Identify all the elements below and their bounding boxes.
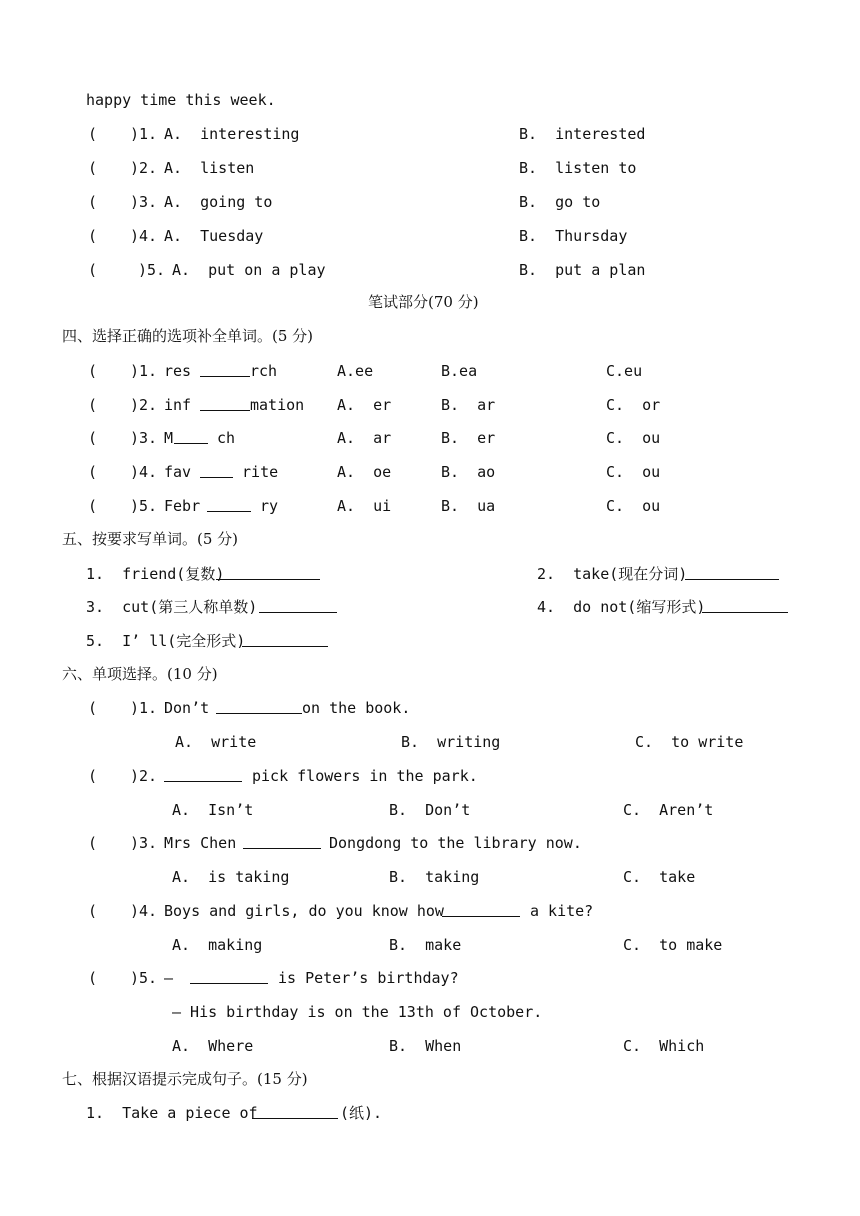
word-suffix: rch — [250, 362, 278, 380]
section4-heading: 四、选择正确的选项补全单词。(5 分) — [62, 327, 314, 345]
question-text: Dongdong to the library now. — [329, 834, 582, 852]
option-a: A. listen — [164, 159, 255, 177]
paren-open: ( — [88, 429, 98, 447]
option-a: A. Isn’t — [172, 801, 254, 819]
answer-blank — [242, 631, 328, 652]
answer-blank — [190, 968, 268, 989]
answer-blank — [243, 833, 321, 854]
paren-open: ( — [88, 362, 98, 380]
option-a: A. making — [172, 936, 263, 954]
question-text: Don’t — [164, 699, 210, 717]
item-number: )5. — [138, 261, 166, 279]
answer-blank — [216, 698, 302, 719]
word-suffix: mation — [250, 396, 305, 414]
option-a: A. is taking — [172, 868, 290, 886]
word-blank — [174, 428, 208, 449]
option-a: A. Where — [172, 1037, 254, 1055]
paren-open: ( — [88, 227, 98, 245]
item-number: )4. — [130, 902, 158, 920]
option-b: B. taking — [389, 868, 480, 886]
item-number: )2. — [130, 767, 158, 785]
section5-heading: 五、按要求写单词。(5 分) — [62, 530, 239, 548]
item-number: )3. — [130, 429, 158, 447]
item-number: )4. — [130, 463, 158, 481]
answer-blank — [216, 564, 320, 585]
option-a: A.ee — [337, 362, 374, 380]
item-number: )5. — [130, 497, 158, 515]
item-number: )4. — [130, 227, 158, 245]
answer-blank — [685, 564, 779, 585]
word-suffix: ry — [251, 497, 279, 515]
option-b: B. interested — [519, 125, 646, 143]
paren-open: ( — [88, 699, 98, 717]
item-number: )3. — [130, 193, 158, 211]
paren-open: ( — [88, 261, 98, 279]
option-a: A. interesting — [164, 125, 300, 143]
word-prefix: inf — [164, 396, 192, 414]
option-a: A. put on a play — [172, 261, 326, 279]
item-number: )1. — [130, 362, 158, 380]
option-c: C. Aren’t — [623, 801, 714, 819]
word-prefix: Febr — [164, 497, 201, 515]
answer-blank — [702, 597, 788, 618]
answer-blank — [259, 597, 337, 618]
option-b: B.ea — [441, 362, 478, 380]
answer-blank — [252, 1103, 338, 1124]
item-number: )2. — [130, 159, 158, 177]
word-prefix: M — [164, 429, 174, 447]
question-text: is Peter’s birthday? — [278, 969, 459, 987]
option-a: A. write — [175, 733, 257, 751]
option-a: A. er — [337, 396, 392, 414]
option-c: C.eu — [606, 362, 643, 380]
paren-open: ( — [88, 125, 98, 143]
answer-blank — [442, 901, 520, 922]
option-c: C. take — [623, 868, 696, 886]
option-a: A. oe — [337, 463, 392, 481]
paren-open: ( — [88, 193, 98, 211]
option-b: B. ar — [441, 396, 496, 414]
word-suffix: rite — [233, 463, 279, 481]
paren-open: ( — [88, 767, 98, 785]
question-text: 3. cut(第三人称单数) — [86, 598, 258, 616]
continuation-text: happy time this week. — [86, 91, 276, 109]
dash-text: — — [164, 969, 174, 987]
option-b: B. make — [389, 936, 462, 954]
paren-open: ( — [88, 969, 98, 987]
option-a: A. ui — [337, 497, 392, 515]
word-blank — [200, 395, 250, 416]
option-c: C. ou — [606, 497, 661, 515]
option-b: B. go to — [519, 193, 601, 211]
option-c: C. or — [606, 396, 661, 414]
word-blank — [200, 361, 250, 382]
option-c: C. ou — [606, 463, 661, 481]
section7-heading: 七、根据汉语提示完成句子。(15 分) — [62, 1070, 308, 1088]
option-c: C. ou — [606, 429, 661, 447]
question-text: a kite? — [530, 902, 594, 920]
option-b: B. ua — [441, 497, 496, 515]
option-b: B. listen to — [519, 159, 637, 177]
item-number: )3. — [130, 834, 158, 852]
question-text: 4. do not(缩写形式) — [537, 598, 706, 616]
option-c: C. to write — [635, 733, 744, 751]
item-number: )2. — [130, 396, 158, 414]
item-number: )5. — [130, 969, 158, 987]
question-text: on the book. — [302, 699, 411, 717]
answer-blank — [164, 766, 242, 787]
paren-open: ( — [88, 834, 98, 852]
option-b: B. ao — [441, 463, 496, 481]
word-prefix: res — [164, 362, 192, 380]
question-text: Boys and girls, do you know how — [164, 902, 444, 920]
reply-text: — His birthday is on the 13th of October. — [172, 1003, 543, 1021]
written-part-title: 笔试部分(70 分) — [368, 293, 479, 311]
option-b: B. Thursday — [519, 227, 628, 245]
item-number: )1. — [130, 699, 158, 717]
section6-heading: 六、单项选择。(10 分) — [62, 665, 218, 683]
option-b: B. put a plan — [519, 261, 646, 279]
option-c: C. to make — [623, 936, 723, 954]
question-text: 5. I’ ll(完全形式) — [86, 632, 246, 650]
option-b: B. writing — [401, 733, 501, 751]
option-a: A. ar — [337, 429, 392, 447]
question-text: 1. Take a piece of — [86, 1104, 258, 1122]
paren-open: ( — [88, 463, 98, 481]
option-b: B. When — [389, 1037, 462, 1055]
paren-open: ( — [88, 902, 98, 920]
word-suffix: ch — [208, 429, 236, 447]
question-text: 2. take(现在分词) — [537, 565, 688, 583]
word-blank — [200, 462, 233, 483]
option-c: C. Which — [623, 1037, 705, 1055]
word-blank — [207, 496, 251, 517]
question-text: Mrs Chen — [164, 834, 237, 852]
option-b: B. er — [441, 429, 496, 447]
option-a: A. going to — [164, 193, 273, 211]
paren-open: ( — [88, 396, 98, 414]
item-number: )1. — [130, 125, 158, 143]
option-b: B. Don’t — [389, 801, 471, 819]
paren-open: ( — [88, 159, 98, 177]
question-text: 1. friend(复数) — [86, 565, 225, 583]
option-a: A. Tuesday — [164, 227, 264, 245]
question-text: (纸). — [340, 1104, 383, 1122]
paren-open: ( — [88, 497, 98, 515]
question-text: pick flowers in the park. — [252, 767, 478, 785]
word-prefix: fav — [164, 463, 192, 481]
